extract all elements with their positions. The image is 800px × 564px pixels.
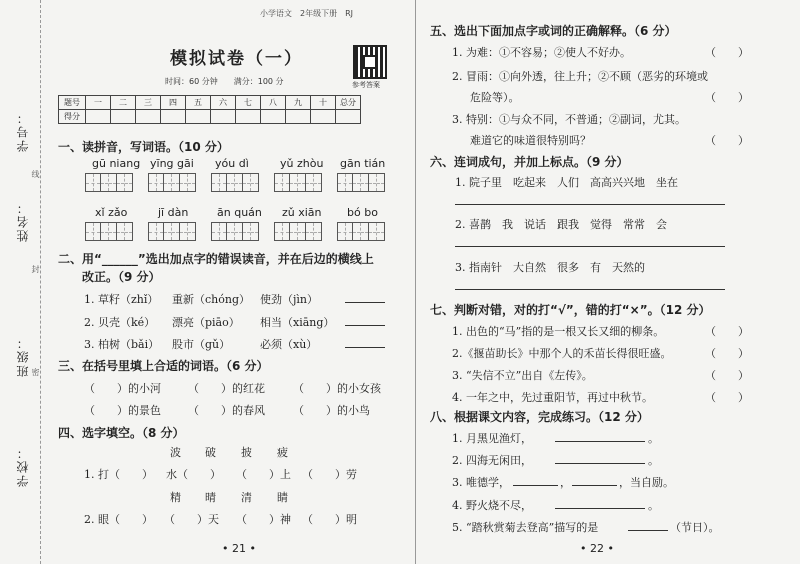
score-cell[interactable] bbox=[186, 110, 211, 124]
question-item: 3. 指南针 大自然 很多 有 天然的 bbox=[455, 261, 645, 274]
table-cell: 九 bbox=[286, 96, 311, 110]
question-item: 漂亮（piāo） bbox=[172, 316, 240, 329]
question-item: 2. 贝壳（ké） bbox=[84, 316, 156, 329]
question-item: 2. 冒雨：①向外透，往上升；②不顾（恶劣的环境或 bbox=[452, 70, 708, 83]
question-item: 使劲（jìn） bbox=[260, 293, 319, 306]
answer-paren[interactable]: （ ） bbox=[705, 369, 749, 382]
writing-grid[interactable] bbox=[337, 222, 385, 241]
question-item-cont: 危险等）。 bbox=[470, 91, 520, 104]
answer-paren[interactable]: （ ） bbox=[705, 134, 749, 147]
question-item: 1. 月黑见渔灯， bbox=[452, 432, 532, 445]
page-number-left: • 21 • bbox=[222, 542, 256, 555]
question-item: 5. “踏秋赏菊去登高”描写的是 bbox=[452, 521, 599, 534]
question-item: 必须（xù） bbox=[260, 338, 318, 351]
name-label: 姓名： bbox=[16, 200, 30, 242]
answer-line[interactable] bbox=[345, 325, 385, 326]
char-option: 睛 bbox=[277, 491, 288, 504]
answer-line[interactable] bbox=[455, 246, 725, 247]
question-item-cont: 难道它的味道很特别吗？ bbox=[470, 134, 591, 147]
score-table bbox=[58, 95, 361, 124]
table-cell: 得分 bbox=[59, 110, 86, 124]
binding-line bbox=[40, 0, 41, 564]
fill-item[interactable]: （ ）的小鸟 bbox=[293, 404, 370, 417]
char-option: 精 bbox=[170, 491, 181, 504]
writing-grid[interactable] bbox=[148, 222, 196, 241]
writing-grid[interactable] bbox=[337, 173, 385, 192]
section-3-title: 三、在括号里填上合适的词语。（6 分） bbox=[58, 359, 269, 373]
page-divider bbox=[415, 0, 416, 564]
answer-line[interactable] bbox=[555, 441, 645, 442]
answer-line[interactable] bbox=[572, 485, 617, 486]
table-cell: 四 bbox=[161, 96, 186, 110]
student-number-label: 学号： bbox=[16, 110, 30, 152]
question-item: 2. 四海无闲田， bbox=[452, 454, 532, 467]
question-item: 1. 院子里 吃起来 人们 高高兴兴地 坐在 bbox=[455, 176, 678, 189]
section-8-title: 八、根据课文内容，完成练习。（12 分） bbox=[430, 410, 649, 424]
question-item: 3. “失信不立”出自《左传》。 bbox=[452, 369, 593, 382]
exam-info bbox=[165, 76, 284, 87]
score-cell[interactable] bbox=[286, 110, 311, 124]
table-cell: 一 bbox=[86, 96, 111, 110]
char-option: 波 bbox=[170, 446, 181, 459]
pinyin-label: zǔ xiān bbox=[282, 206, 322, 219]
time-text: 时间：60 分钟 bbox=[165, 77, 218, 86]
fill-item[interactable]: （ ）上 bbox=[236, 468, 291, 481]
pinyin-label: yīng gāi bbox=[150, 157, 194, 170]
score-cell[interactable] bbox=[211, 110, 236, 124]
writing-grid[interactable] bbox=[85, 222, 133, 241]
writing-grid[interactable] bbox=[211, 173, 259, 192]
answer-line[interactable] bbox=[513, 485, 558, 486]
section-5-title: 五、选出下面加点字或词的正确解释。（6 分） bbox=[430, 24, 677, 38]
table-cell: 五 bbox=[186, 96, 211, 110]
table-cell: 八 bbox=[261, 96, 286, 110]
question-item: 1. 草籽（zhǐ） bbox=[84, 293, 159, 306]
answer-line[interactable] bbox=[628, 530, 668, 531]
binding-mark-line: 线 bbox=[31, 170, 40, 178]
fill-item[interactable]: （ ）神 bbox=[236, 513, 291, 526]
answer-line[interactable] bbox=[555, 463, 645, 464]
char-option: 清 bbox=[241, 491, 252, 504]
table-cell: 三 bbox=[136, 96, 161, 110]
question-item: 3. 柏树（bǎi） bbox=[84, 338, 160, 351]
class-label: 班级： bbox=[16, 335, 30, 377]
question-item: 4. 一年之中，先过重阳节，再过中秋节。 bbox=[452, 391, 653, 404]
period: 。 bbox=[648, 432, 659, 445]
table-cell: 六 bbox=[211, 96, 236, 110]
pinyin-label: bó bo bbox=[347, 206, 378, 219]
table-cell: 二 bbox=[111, 96, 136, 110]
question-item: 3. 唯德学， bbox=[452, 476, 510, 489]
writing-grid[interactable] bbox=[148, 173, 196, 192]
char-option: 破 bbox=[205, 446, 216, 459]
score-text: 满分：100 分 bbox=[233, 77, 284, 86]
score-cell[interactable] bbox=[111, 110, 136, 124]
pinyin-label: xǐ zǎo bbox=[95, 206, 128, 219]
page-title: 模拟试卷（一） bbox=[170, 49, 303, 69]
question-item: 4. 野火烧不尽， bbox=[452, 499, 532, 512]
binding-mark-seal: 封 bbox=[31, 265, 40, 273]
score-cell[interactable] bbox=[161, 110, 186, 124]
section-4-title: 四、选字填空。（8 分） bbox=[58, 426, 185, 440]
pinyin-label: jī dàn bbox=[158, 206, 189, 219]
table-cell: 题号 bbox=[59, 96, 86, 110]
binding-mark-secret: 密 bbox=[31, 368, 40, 376]
score-cell[interactable] bbox=[311, 110, 336, 124]
answer-key-label: 参考答案 bbox=[352, 81, 380, 89]
section-2-title: 二、用“______”选出加点字的错误读音，并在后边的横线上 bbox=[58, 252, 374, 266]
question-item: 1. 为难：①不容易；②使人不好办。 bbox=[452, 46, 631, 59]
table-cell: 十 bbox=[311, 96, 336, 110]
pinyin-label: gū niang bbox=[92, 157, 141, 170]
char-option: 披 bbox=[241, 446, 252, 459]
period: 。 bbox=[648, 499, 659, 512]
score-cell[interactable] bbox=[136, 110, 161, 124]
question-item: 2. 喜鹊 我 说话 跟我 觉得 常常 会 bbox=[455, 218, 667, 231]
question-item-end: （节日）。 bbox=[670, 521, 720, 534]
table-cell: 总分 bbox=[336, 96, 361, 110]
pinyin-label: gān tián bbox=[340, 157, 386, 170]
score-cell[interactable] bbox=[261, 110, 286, 124]
answer-paren[interactable]: （ ） bbox=[705, 46, 749, 59]
page-number-right: • 22 • bbox=[580, 542, 614, 555]
period: 。 bbox=[648, 454, 659, 467]
writing-grid[interactable] bbox=[274, 222, 322, 241]
question-item-end: ，当自励。 bbox=[619, 476, 674, 489]
answer-paren[interactable]: （ ） bbox=[705, 347, 749, 360]
question-item: 2.《揠苗助长》中那个人的禾苗长得很旺盛。 bbox=[452, 347, 672, 360]
fill-item[interactable]: （ ）的小河 bbox=[84, 382, 161, 395]
score-cell[interactable] bbox=[336, 110, 361, 124]
fill-item[interactable]: （ ）的小女孩 bbox=[293, 382, 381, 395]
book-info: 小学语文 2年级下册 RJ bbox=[260, 9, 354, 18]
section-1-title: 一、读拼音，写词语。（10 分） bbox=[58, 140, 229, 154]
char-option: 晴 bbox=[205, 491, 216, 504]
score-cell[interactable] bbox=[236, 110, 261, 124]
answer-paren[interactable]: （ ） bbox=[705, 391, 749, 404]
question-item: 重新（chóng） bbox=[172, 293, 250, 306]
writing-grid[interactable] bbox=[211, 222, 259, 241]
pinyin-label: ān quán bbox=[217, 206, 262, 219]
answer-line[interactable] bbox=[455, 204, 725, 205]
writing-grid[interactable] bbox=[274, 173, 322, 192]
pinyin-label: yóu dì bbox=[215, 157, 249, 170]
fill-item[interactable]: （ ）的红花 bbox=[188, 382, 265, 395]
score-table-header-row bbox=[59, 96, 361, 110]
comma: ， bbox=[560, 476, 571, 489]
answer-line[interactable] bbox=[455, 289, 725, 290]
fill-item[interactable]: 1. 打（ ） bbox=[84, 468, 153, 481]
question-item: 相当（xiāng） bbox=[260, 316, 335, 329]
table-cell: 七 bbox=[236, 96, 261, 110]
fill-item[interactable]: 水（ ） bbox=[166, 468, 221, 481]
question-item: 1. 出色的“马”指的是一根又长又细的柳条。 bbox=[452, 325, 665, 338]
qr-code-icon[interactable] bbox=[353, 45, 387, 79]
question-item: 3. 特别：①与众不同，不普通；②副词，尤其。 bbox=[452, 113, 686, 126]
fill-item[interactable]: （ ）天 bbox=[164, 513, 219, 526]
fill-item[interactable]: 2. 眼（ ） bbox=[84, 513, 153, 526]
answer-line[interactable] bbox=[345, 302, 385, 303]
section-2-title-cont: 改正。（9 分） bbox=[82, 270, 161, 284]
pinyin-label: yǔ zhòu bbox=[280, 157, 324, 170]
fill-item[interactable]: （ ）劳 bbox=[302, 468, 357, 481]
fill-item[interactable]: （ ）的春风 bbox=[188, 404, 265, 417]
score-table-row bbox=[59, 110, 361, 124]
answer-paren[interactable]: （ ） bbox=[705, 91, 749, 104]
char-option: 疲 bbox=[277, 446, 288, 459]
answer-line[interactable] bbox=[345, 347, 385, 348]
school-label: 学校： bbox=[16, 445, 30, 487]
section-7-title: 七、判断对错，对的打“√”，错的打“×”。（12 分） bbox=[430, 303, 711, 317]
question-item: 股市（gǔ） bbox=[172, 338, 231, 351]
score-cell[interactable] bbox=[86, 110, 111, 124]
fill-item[interactable]: （ ）明 bbox=[302, 513, 357, 526]
writing-grid[interactable] bbox=[85, 173, 133, 192]
answer-paren[interactable]: （ ） bbox=[705, 325, 749, 338]
section-6-title: 六、连词成句，并加上标点。（9 分） bbox=[430, 155, 629, 169]
fill-item[interactable]: （ ）的景色 bbox=[84, 404, 161, 417]
answer-line[interactable] bbox=[555, 508, 645, 509]
